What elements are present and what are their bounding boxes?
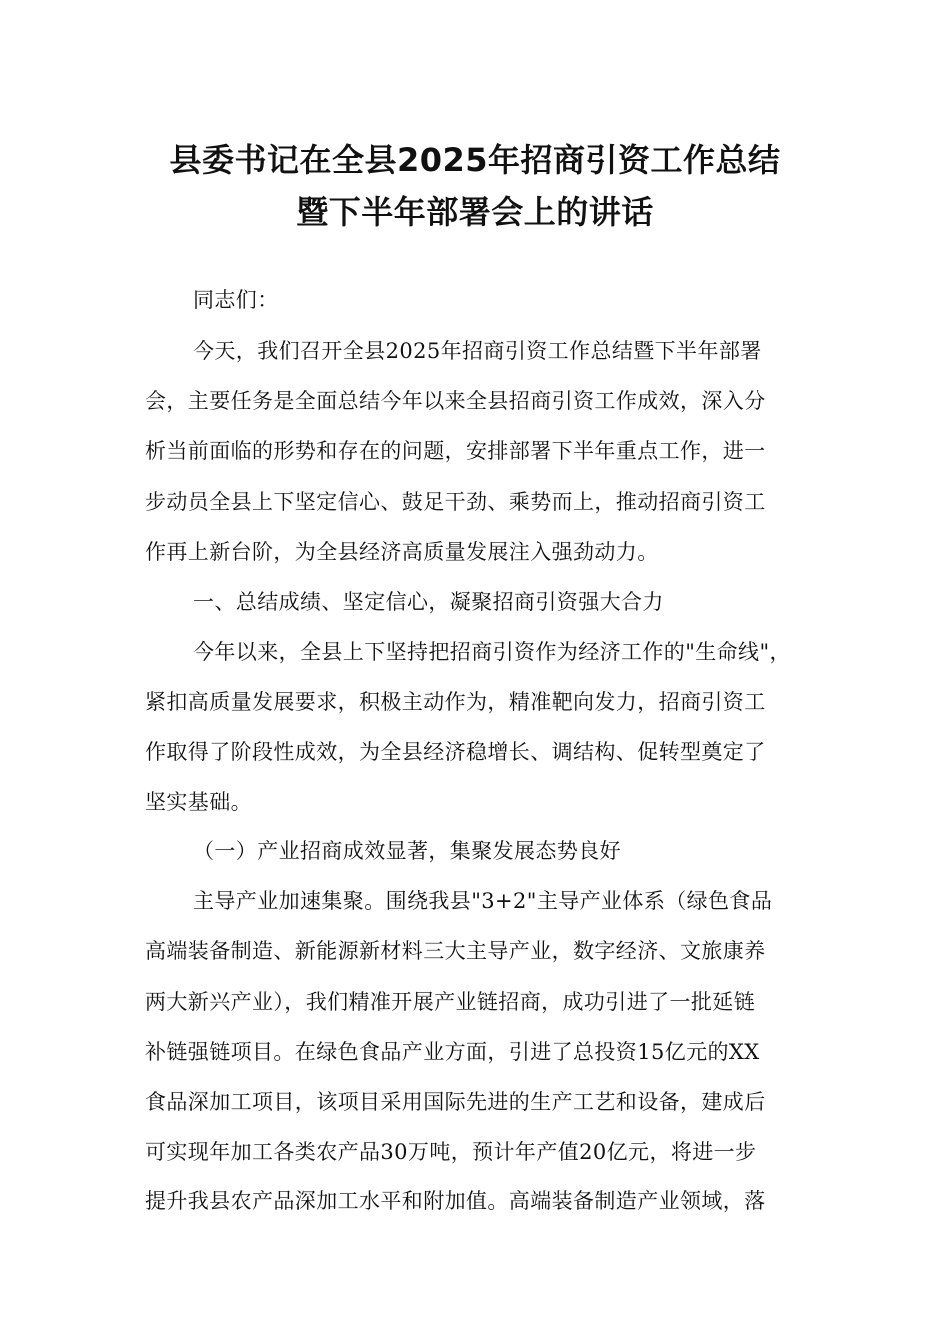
subsection-heading: （一）产业招商成效显著，集聚发展态势良好 bbox=[193, 839, 621, 863]
paragraph-line: 会，主要任务是全面总结今年以来全县招商引资工作成效，深入分 bbox=[145, 389, 766, 413]
paragraph-line: 主导产业加速集聚。围绕我县"3+2"主导产业体系（绿色食品 bbox=[193, 889, 773, 913]
paragraph-line: 两大新兴产业），我们精准开展产业链招商，成功引进了一批延链 bbox=[145, 990, 756, 1014]
paragraph-line: 高端装备制造、新能源新材料三大主导产业，数字经济、文旅康养 bbox=[145, 939, 766, 963]
paragraph-line: 坚实基础。 bbox=[145, 790, 252, 814]
paragraph-line: 析当前面临的形势和存在的问题，安排部署下半年重点工作，进一 bbox=[145, 439, 766, 463]
paragraph-line: 今天，我们召开全县2025年招商引资工作总结暨下半年部署 bbox=[193, 339, 762, 363]
paragraph-line: 提升我县农产品深加工水平和附加值。高端装备制造产业领域，落 bbox=[145, 1189, 766, 1213]
paragraph-line: 食品深加工项目，该项目采用国际先进的生产工艺和设备，建成后 bbox=[145, 1090, 766, 1114]
paragraph-line: 作取得了阶段性成效，为全县经济稳增长、调结构、促转型奠定了 bbox=[145, 740, 766, 764]
paragraph-line: 今年以来，全县上下坚持把招商引资作为经济工作的"生命线"， bbox=[193, 640, 791, 664]
paragraph-line: 步动员全县上下坚定信心、鼓足干劲、乘势而上，推动招商引资工 bbox=[145, 490, 766, 514]
paragraph-line: 可实现年加工各类农产品30万吨，预计年产值20亿元，将进一步 bbox=[145, 1140, 757, 1164]
section-heading: 一、总结成绩、坚定信心，凝聚招商引资强大合力 bbox=[193, 590, 664, 614]
paragraph-line: 紧扣高质量发展要求，积极主动作为，精准靶向发力，招商引资工 bbox=[145, 690, 766, 714]
document-title-line-2: 暨下半年部署会上的讲话 bbox=[296, 193, 654, 231]
paragraph-line: 作再上新台阶，为全县经济高质量发展注入强劲动力。 bbox=[145, 540, 659, 564]
document-title-line-1: 县委书记在全县2025年招商引资工作总结 bbox=[169, 141, 781, 179]
paragraph-line: 补链强链项目。在绿色食品产业方面，引进了总投资15亿元的XX bbox=[145, 1040, 760, 1064]
salutation: 同志们： bbox=[193, 288, 279, 312]
